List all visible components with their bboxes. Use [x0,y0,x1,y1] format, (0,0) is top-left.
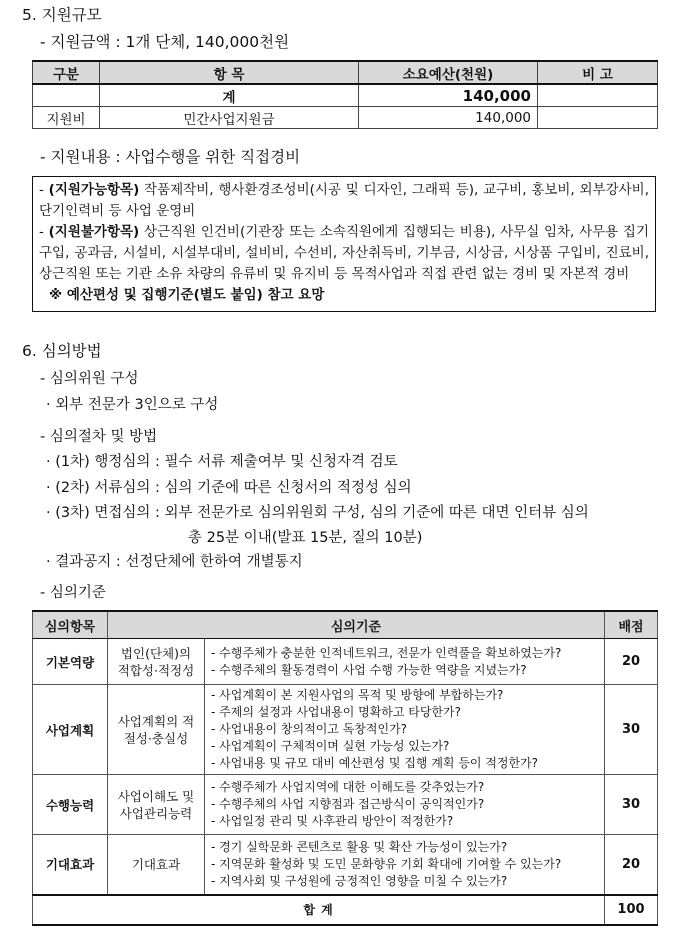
budget-row-item: 민간사업지원금 [100,107,359,129]
budget-header-note: 비 고 [538,61,658,84]
criteria-table [32,610,658,926]
criteria-header-row [33,611,658,639]
budget-table [32,60,658,129]
criteria-category: 사업계획 [33,685,108,775]
criteria-text [205,685,605,775]
criteria-row [33,685,658,775]
budget-total-value: 140,000 [359,84,538,107]
budget-note: ※ 예산편성 및 집행기준(별도 붙임) 참고 요망 [49,287,325,303]
criteria-total-row [33,895,658,925]
allowed-text: 작품제작비, 행사환경조성비(시공 및 디자인, 그래픽 등), 교구비, 홍보비, 외부강사비, 단기인력비 등 사업 운영비 [39,182,649,219]
criteria-line: - 수행주체가 충분한 인적네트워크, 전문가 인력풀을 확보하였는가? [211,645,562,660]
criteria-header-score: 배점 [605,611,658,639]
budget-row [33,107,658,129]
criteria-line: - 사업내용 및 규모 대비 예산편성 및 집행 계획 등이 적정한가? [211,756,539,770]
criteria-title: - 심의기준 [40,585,106,601]
budget-row-category: 지원비 [33,107,100,129]
procedure-step-1: · (1차) 행정심의 : 필수 서류 제출여부 및 신청자격 검토 [46,454,398,470]
disallowed-text: 상근직원 인건비(기관장 또는 소속직원에게 집행되는 비용), 사무실 임차, 사무용 집기구입, 공과금, 시설비, 시설부대비, 설비비, 수선비, 자산취득비, 기부금, 시상금, 시상품 구입비, 진료비, 상근직원 또는 기관 소유 차량의 유류비 및 유지비 등 목적사업과 직접 관련 없는 경비 및 자본적 경비 [39,224,649,282]
criteria-line: - 수행주체의 사업 지향점과 접근방식이 공익적인가? [211,797,485,811]
procedure-step-2: · (2차) 서류심의 : 심의 기준에 따른 신청서의 적정성 심의 [46,480,412,496]
criteria-line: - 지역문화 활성화 및 도민 문화향유 기회 확대에 기여할 수 있는가? [211,856,562,871]
criteria-score: 20 [605,639,658,685]
criteria-line: - 사업내용이 창의적이고 독창적인가? [211,722,408,736]
criteria-header-criteria: 심의기준 [108,611,605,639]
budget-row-value: 140,000 [359,107,538,129]
budget-total-row [33,84,658,107]
criteria-category: 기본역량 [33,639,108,685]
criteria-line: - 경기 실학문화 콘텐츠로 활용 및 확산 가능성이 있는가? [211,839,508,854]
allowed-label: (지원가능항목) [48,182,140,198]
criteria-row [33,835,658,895]
criteria-line: - 사업계획이 구체적이며 실현 가능성 있는가? [211,739,450,753]
support-content: - 지원내용 : 사업수행을 위한 직접경비 [40,148,301,166]
criteria-category: 기대효과 [33,835,108,895]
disallowed-items: - (지원불가항목) 상근직원 인건비(기관장 또는 소속직원에게 집행되는 비용), 사무실 임차, 사무용 집기구입, 공과금, 시설비, 시설부대비, 설비비, 수선비, 자산취득비, 기부금, 시상금, 시상품 구입비, 진료비, 상근직원 또는 기관 소유 차량의 유류비 및 유지비 등 목적사업과 직접 관련 없는 경비 및 자본적 경비 [39,224,649,282]
criteria-total-score: 100 [605,895,658,925]
criteria-subitem: 사업계획의 적절성·충실성 [108,685,205,775]
disallowed-label: (지원불가항목) [48,224,140,240]
result-notice: · 결과공지 : 선정단체에 한하여 개별통지 [46,554,303,570]
criteria-subitem: 사업이해도 및 사업관리능력 [108,775,205,835]
criteria-score: 30 [605,775,658,835]
budget-header-budget: 소요예산(천원) [359,61,538,84]
procedure-title: - 심의절차 및 방법 [40,429,158,445]
section-5-heading: 5. 지원규모 [22,6,102,24]
criteria-line: - 사업일정 관리 및 사후관리 방안이 적정한가? [211,814,454,828]
budget-header-category: 구분 [33,61,100,84]
budget-total-note [538,84,658,107]
budget-row-note [538,107,658,129]
criteria-line: - 주제의 설정과 사업내용이 명확하고 타당한가? [211,705,462,719]
procedure-step-3: · (3차) 면접심의 : 외부 전문가로 심의위원회 구성, 심의 기준에 따른 대면 인터뷰 심의 [46,505,589,521]
committee-title: - 심의위원 구성 [40,371,139,387]
criteria-score: 20 [605,835,658,895]
budget-header-row [33,61,658,84]
criteria-category: 수행능력 [33,775,108,835]
section-6-heading: 6. 심의방법 [22,342,102,360]
criteria-row [33,639,658,685]
criteria-line: - 사업계획이 본 지원사업의 목적 및 방향에 부합하는가? [211,688,504,702]
budget-header-item: 항 목 [100,61,359,84]
criteria-row [33,775,658,835]
support-items-box [32,176,656,312]
criteria-line: - 지역사회 및 구성원에 긍정적인 영향을 미칠 수 있는가? [211,873,508,888]
criteria-subitem: 법인(단체)의 적합성·적정성 [108,639,205,685]
criteria-text [205,639,605,685]
criteria-header-item: 심의항목 [33,611,108,639]
criteria-score: 30 [605,685,658,775]
procedure-step-3-detail: 총 25분 이내(발표 15분, 질의 10분) [188,530,423,546]
budget-total-label: 계 [100,84,359,107]
budget-total-empty [33,84,100,107]
criteria-text [205,835,605,895]
support-amount: - 지원금액 : 1개 단체, 140,000천원 [40,33,290,51]
criteria-text [205,775,605,835]
criteria-line: - 수행주체가 사업지역에 대한 이해도를 갖추었는가? [211,780,485,794]
criteria-total-label: 합 계 [33,895,605,925]
committee-text: · 외부 전문가 3인으로 구성 [46,397,219,413]
criteria-line: - 수행주체의 활동경력이 사업 수행 가능한 역량을 지녔는가? [211,662,527,677]
criteria-subitem: 기대효과 [108,835,205,895]
allowed-items: - (지원가능항목) 작품제작비, 행사환경조성비(시공 및 디자인, 그래픽 등), 교구비, 홍보비, 외부강사비, 단기인력비 등 사업 운영비 [39,182,649,219]
